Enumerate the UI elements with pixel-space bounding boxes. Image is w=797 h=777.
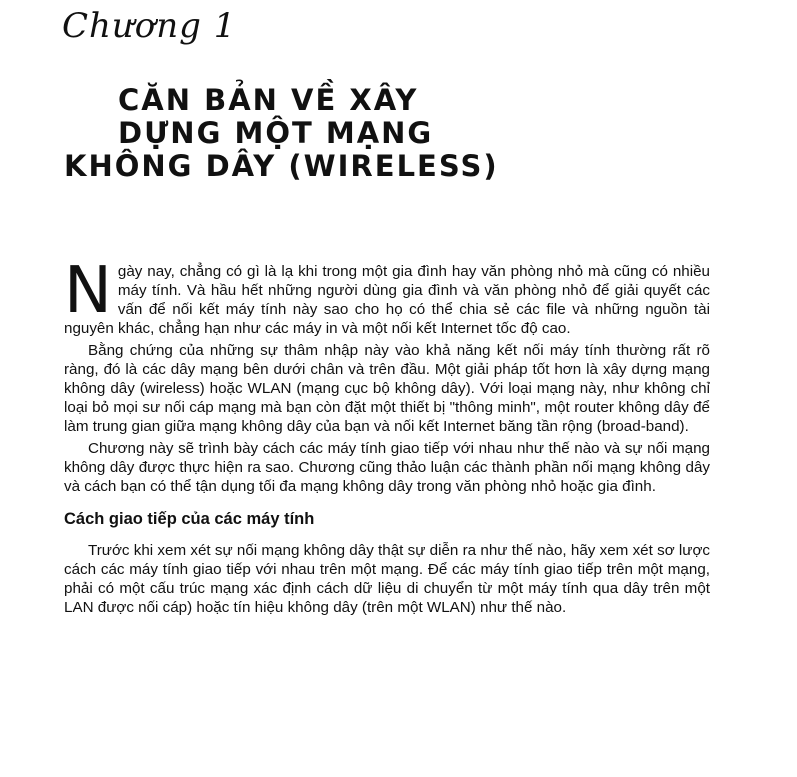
section-heading: Cách giao tiếp của các máy tính [64,510,315,528]
section-paragraph: Trước khi xem xét sự nối mạng không dây thật sự diễn ra như thế nào, hãy xem xét sơ lược cách các máy tính giao tiếp với nhau trên một mạng. Để các máy tính giao tiếp trên một mạng, phải có một cấu trúc mạng xác định cách dữ liệu di chuyển từ một máy tính qua dây trên một LAN được nối cáp) hoặc tín hiệu không dây (trên một WLAN) như thế nào. [64,542,710,616]
chapter-label: Chương 1 [62,6,237,46]
chapter-title-line: DỰNG MỘT MẠNG [118,116,434,150]
chapter-title-line: KHÔNG DÂY (WIRELESS) [64,149,499,183]
paragraph: Chương này sẽ trình bày cách các máy tính giao tiếp với nhau như thế nào và sự nối mạng không dây được thực hiện ra sao. Chương cũng thảo luận các thành phần nối mạng không dây và cách bạn có thể tận dụng tối đa mạng không dây trong văn phòng nhỏ hoặc gia đình. [64,440,710,495]
body-text [64,254,710,620]
intro-text: gày nay, chẳng có gì là lạ khi trong một gia đình hay văn phòng nhỏ mà cũng có nhiều máy tính. Và hầu hết những người dùng gia đình và văn phòng nhỏ để giải quyết các vấn để nối kết máy tính này sao cho họ có thể chia sẻ các file và những nguồn tài nguyên khác, chẳng hạn như các máy in và một nối kết Internet tốc độ cao. [64,263,710,337]
intro-paragraph [64,254,710,338]
drop-cap: N [64,254,112,328]
chapter-title [64,84,544,183]
paragraph: Bằng chứng của những sự thâm nhập này vào khả năng kết nối máy tính thường rất rõ ràng, đó là các dây mạng bên dưới chân và trên đầu. Một giải pháp tốt hơn là xây dựng mạng không dây (wireless) hoặc WLAN (mạng cục bộ không dây). Với loại mạng này, như không chỉ loại bỏ mọi sư nối cáp mạng mà bạn còn đặt một thiết bị "thông minh", một router không dây để làm trung gian giữa mạng không dây của bạn và nối kết Internet băng tần rộng (broad-band). [64,342,710,435]
chapter-title-line: CĂN BẢN VỀ XÂY [118,83,419,117]
